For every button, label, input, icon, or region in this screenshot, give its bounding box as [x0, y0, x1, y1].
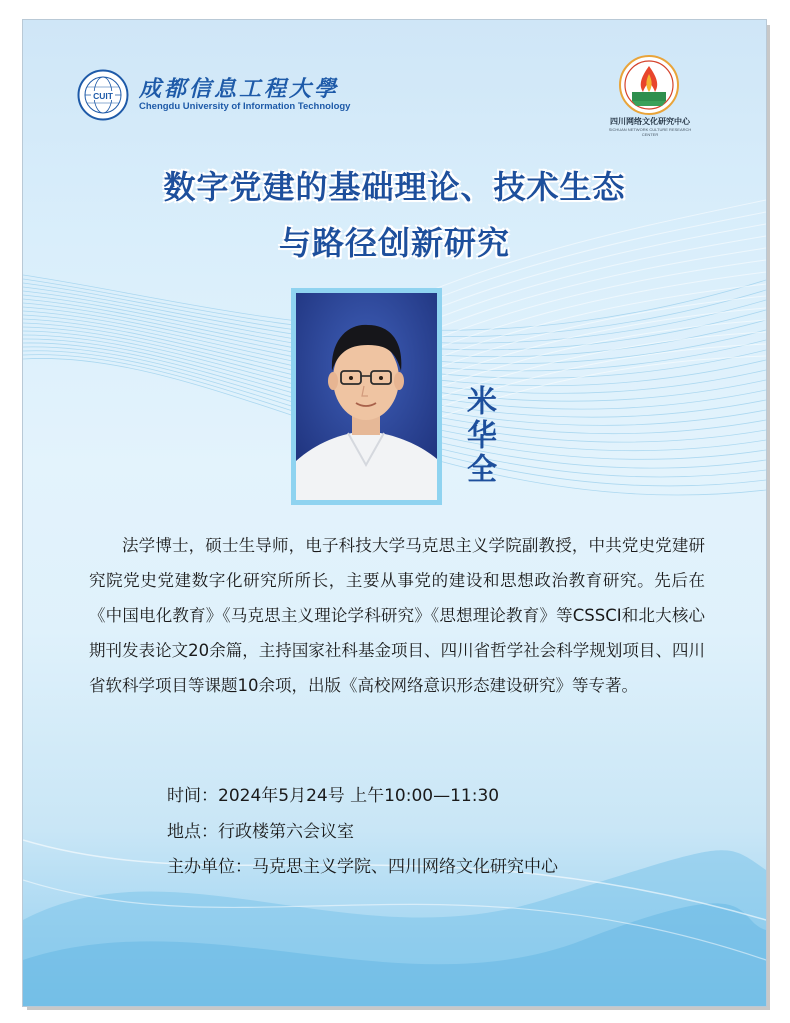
speaker-portrait-icon	[296, 293, 437, 500]
event-host: 主办单位：马克思主义学院、四川网络文化研究中心	[167, 857, 558, 877]
university-name-cn: 成都信息工程大學	[139, 76, 340, 102]
speaker-photo-frame	[291, 288, 442, 505]
lecture-poster	[22, 19, 767, 1007]
lecture-title-line2: 与路径创新研究	[278, 224, 510, 262]
research-center-name-cn: 四川网络文化研究中心	[610, 117, 690, 126]
university-name-en: Chengdu University of Information Technology	[139, 101, 351, 112]
speaker-photo	[296, 293, 437, 500]
lecture-title-line1: 数字党建的基础理论、技术生态	[163, 168, 626, 206]
research-center-name-en: SICHUAN NETWORK CULTURE RESEARCH CENTER	[608, 127, 692, 137]
speaker-name: 米华全	[461, 385, 496, 487]
speaker-bio: 法学博士，硕士生导师，电子科技大学马克思主义学院副教授，中共党史党建研究院党史党建数字化研究所所长，主要从事党的建设和思想政治教育研究。先后在《中国电化教育》《马克思主义理论学科研究》《思想理论教育》等CSSCI和北大核心期刊发表论文20余篇，主持国家社科基金项目、四川省哲学社会科学规划项目、四川省软科学项目等课题10余项，出版《高校网络意识形态建设研究》等专著。	[89, 536, 705, 695]
research-center-logo-icon	[618, 54, 680, 116]
event-time: 时间：2024年5月24号 上午10:00—11:30	[167, 786, 500, 806]
svg-text:CUIT: CUIT	[93, 91, 113, 101]
university-logo-icon	[77, 69, 129, 121]
event-place: 地点：行政楼第六会议室	[167, 822, 354, 842]
